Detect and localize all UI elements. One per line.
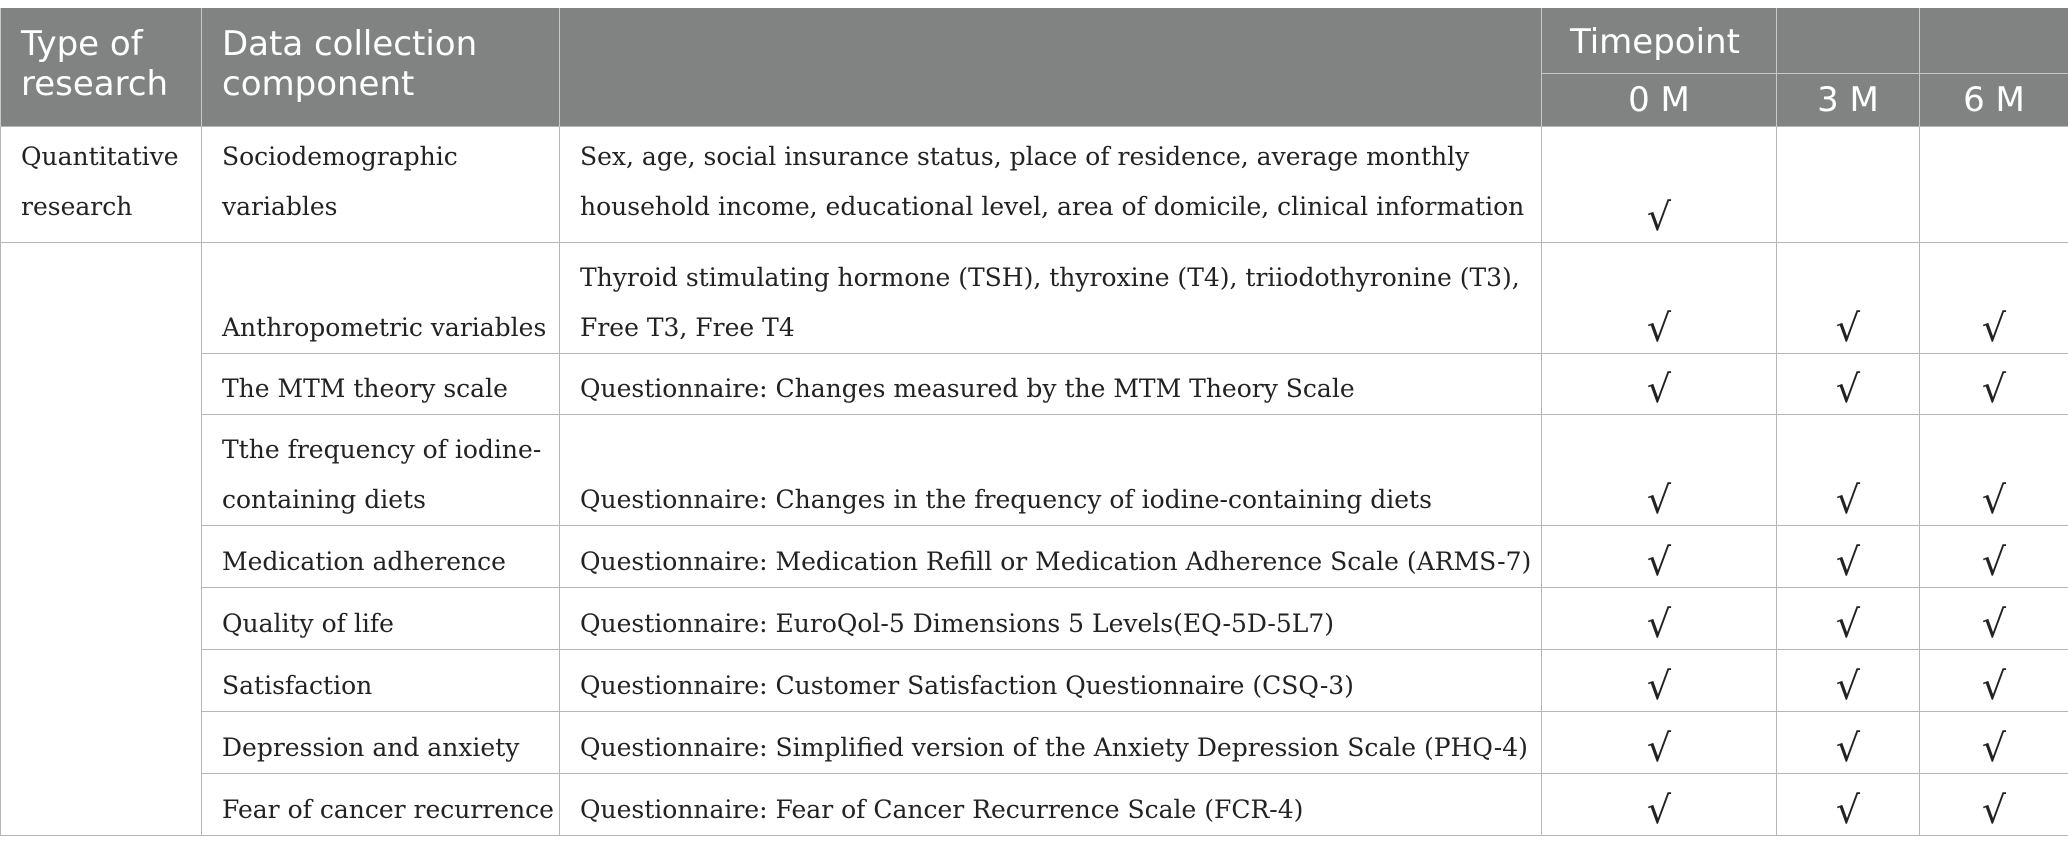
header-blank-3m [1777, 8, 1920, 74]
table-row [1, 354, 2068, 415]
component-cell: Fear of cancer recurrence [202, 774, 560, 836]
table-row [1, 588, 2068, 650]
table-row [1, 712, 2068, 774]
check-mark-3m: √ [1777, 774, 1920, 836]
check-mark-3m: √ [1777, 526, 1920, 588]
table-body [1, 127, 2068, 836]
check-mark-6m: √ [1920, 415, 2068, 526]
component-cell: Quality of life [202, 588, 560, 650]
description-cell: Questionnaire: EuroQol-5 Dimensions 5 Levels(EQ-5D-5L7) [560, 588, 1542, 650]
description-cell: Thyroid stimulating hormone (TSH), thyroxine (T4), triiodothyronine (T3), Free T3, Free T4 [560, 243, 1542, 354]
check-mark-6m: √ [1920, 774, 2068, 836]
check-mark-0m: √ [1542, 415, 1777, 526]
check-mark-0m: √ [1542, 354, 1777, 415]
header-month-0: 0 M [1542, 74, 1777, 127]
group-cell-empty [1, 243, 202, 836]
header-timepoint: Timepoint [1542, 8, 1777, 74]
header-description [560, 8, 1542, 127]
table-row [1, 774, 2068, 836]
data-collection-table [0, 8, 2068, 836]
check-mark-3m: √ [1777, 354, 1920, 415]
check-mark-0m: √ [1542, 774, 1777, 836]
component-cell: Tthe frequency of iodine-containing diets [202, 415, 560, 526]
header-month-6: 6 M [1920, 74, 2068, 127]
description-cell: Questionnaire: Simplified version of the Anxiety Depression Scale (PHQ-4) [560, 712, 1542, 774]
description-cell: Questionnaire: Customer Satisfaction Questionnaire (CSQ-3) [560, 650, 1542, 712]
check-mark-6m: √ [1920, 650, 2068, 712]
check-mark-3m [1777, 127, 1920, 243]
component-cell: Sociodemographic variables [202, 127, 560, 243]
table-header [1, 8, 2068, 127]
check-mark-6m: √ [1920, 526, 2068, 588]
component-cell: Depression and anxiety [202, 712, 560, 774]
check-mark-6m: √ [1920, 712, 2068, 774]
check-mark-6m [1920, 127, 2068, 243]
description-cell: Questionnaire: Fear of Cancer Recurrence Scale (FCR-4) [560, 774, 1542, 836]
description-cell: Sex, age, social insurance status, place of residence, average monthly household income, educational level, area of domicile, clinical information [560, 127, 1542, 243]
check-mark-0m: √ [1542, 588, 1777, 650]
description-cell: Questionnaire: Changes in the frequency of iodine-containing diets [560, 415, 1542, 526]
description-cell: Questionnaire: Changes measured by the MTM Theory Scale [560, 354, 1542, 415]
table-row [1, 127, 2068, 243]
check-mark-3m: √ [1777, 650, 1920, 712]
component-cell: The MTM theory scale [202, 354, 560, 415]
header-blank-6m [1920, 8, 2068, 74]
table-row [1, 415, 2068, 526]
component-cell: Anthropometric variables [202, 243, 560, 354]
table-row [1, 526, 2068, 588]
check-mark-6m: √ [1920, 243, 2068, 354]
check-mark-3m: √ [1777, 415, 1920, 526]
check-mark-0m: √ [1542, 127, 1777, 243]
header-type-of-research: Type of research [1, 8, 202, 127]
check-mark-3m: √ [1777, 588, 1920, 650]
description-cell: Questionnaire: Medication Refill or Medication Adherence Scale (ARMS-7) [560, 526, 1542, 588]
data-collection-table-wrapper [0, 8, 2068, 836]
check-mark-6m: √ [1920, 588, 2068, 650]
component-cell: Medication adherence [202, 526, 560, 588]
check-mark-6m: √ [1920, 354, 2068, 415]
header-data-collection-component: Data collection component [202, 8, 560, 127]
group-cell-quantitative: Quantitative research [1, 127, 202, 243]
table-row [1, 243, 2068, 354]
check-mark-0m: √ [1542, 526, 1777, 588]
check-mark-0m: √ [1542, 712, 1777, 774]
check-mark-3m: √ [1777, 712, 1920, 774]
check-mark-0m: √ [1542, 243, 1777, 354]
header-month-3: 3 M [1777, 74, 1920, 127]
check-mark-0m: √ [1542, 650, 1777, 712]
check-mark-3m: √ [1777, 243, 1920, 354]
table-row [1, 650, 2068, 712]
component-cell: Satisfaction [202, 650, 560, 712]
